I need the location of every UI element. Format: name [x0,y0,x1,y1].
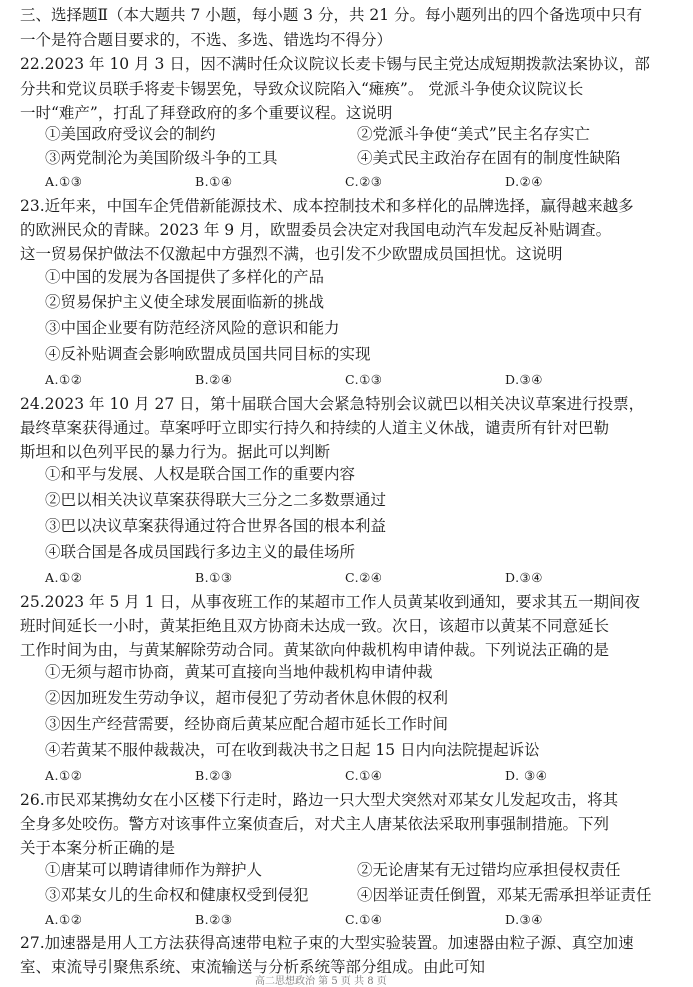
question-26-text: 26.市民邓某携幼女在小区楼下行走时，路边一只大型犬突然对邓某女儿发起攻击，将其 [20,791,619,809]
statement-3: ③邓某女儿的生命权和健康权受到侵犯 [45,886,309,904]
answer-option-a: A.①③ [45,174,83,189]
answer-option-a: A.①② [45,768,83,783]
statement-4: ④联合国是各成员国践行多边主义的最佳场所 [45,543,356,561]
statement-2: ②贸易保护主义使全球发展面临新的挑战 [45,293,325,311]
statement-3: ③两党制沦为美国阶级斗争的工具 [45,149,278,167]
question-24-text: 斯坦和以色列平民的暴力行为。据此可以判断 [20,443,331,461]
question-22-text: 分共和党议员联手将麦卡锡罢免，导致众议院陷入“瘫痪”。 党派斗争使众议院议长 [20,80,584,98]
question-27-text: 室、束流导引聚焦系统、束流输送与分析系统等部分组成。由此可知 [20,958,486,976]
statement-3: ③中国企业要有防范经济风险的意识和能力 [45,319,340,337]
statement-4: ④美式民主政治存在固有的制度性缺陷 [357,149,621,167]
statement-2: ②无论唐某有无过错均应承担侵权责任 [357,861,621,879]
question-24-text: 最终草案获得通过。草案呼吁立即实行持久和持续的人道主义休战，谴责所有针对巴勒 [20,419,610,437]
answer-option-d: D.②④ [505,174,543,189]
answer-option-b: B.②③ [195,912,233,927]
question-25-text: 班时间延长一小时，黄某拒绝且双方协商未达成一致。次日，该超市以黄某不同意延长 [20,617,610,635]
statement-1: ①唐某可以聘请律师作为辩护人 [45,861,263,879]
answer-option-b: B.②③ [195,768,233,783]
question-22-text: 一时“难产”，打乱了拜登政府的多个重要议程。这说明 [20,104,393,122]
question-27-text: 27.加速器是用人工方法获得高速带电粒子束的大型实验装置。加速器由粒子源、真空加速 [20,934,634,952]
section-header-line: 三、选择题Ⅱ（本大题共 7 小题，每小题 3 分，共 21 分。每小题列出的四个备选项中只有 [20,6,643,24]
statement-4: ④反补贴调查会影响欧盟成员国共同目标的实现 [45,345,371,363]
answer-option-d: D. ③④ [505,768,548,783]
statement-1: ①无须与超市协商，黄某可直接向当地仲裁机构申请仲裁 [45,663,433,681]
statement-3: ③巴以决议草案获得通过符合世界各国的根本利益 [45,517,387,535]
question-26-text: 全身多处咬伤。警方对该事件立案侦查后，对犬主人唐某依法采取刑事强制措施。下列 [20,815,610,833]
answer-option-a: A.①② [45,570,83,585]
statement-2: ②党派斗争使“美式”民主名存实亡 [357,125,590,143]
section-header-line: 一个是符合题目要求的，不选、多选、错选均不得分） [20,31,393,49]
page-footer: 高二思想政治 第 5 页 共 8 页 [255,976,387,987]
answer-option-b: B.①③ [195,570,233,585]
answer-option-c: C.①④ [345,912,383,927]
answer-option-b: B.①④ [195,174,233,189]
answer-option-a: A.①② [45,372,83,387]
statement-1: ①美国政府受议会的制约 [45,125,216,143]
answer-option-d: D.③④ [505,372,543,387]
question-25-text: 25.2023 年 5 月 1 日，从事夜班工作的某超市工作人员黄某收到通知，要求其五一期间夜 [20,593,640,611]
answer-option-b: B.②④ [195,372,233,387]
question-22-text: 22.2023 年 10 月 3 日，因不满时任众议院议长麦卡锡与民主党达成短期拨款法案协议，部 [20,55,650,73]
answer-option-c: C.①③ [345,372,383,387]
statement-3: ③因生产经营需要，经协商后黄某应配合超市延长工作时间 [45,715,449,733]
statement-1: ①中国的发展为各国提供了多样化的产品 [45,268,325,286]
question-23-text: 这一贸易保护做法不仅激起中方强烈不满，也引发不少欧盟成员国担忧。这说明 [20,245,563,263]
question-26-text: 关于本案分析正确的是 [20,839,176,857]
answer-option-c: C.①④ [345,768,383,783]
statement-1: ①和平与发展、人权是联合国工作的重要内容 [45,465,356,483]
answer-option-d: D.③④ [505,912,543,927]
statement-2: ②巴以相关决议草案获得联大三分之二多数票通过 [45,491,387,509]
statement-4: ④因举证责任倒置，邓某无需承担举证责任 [357,886,652,904]
answer-option-a: A.①② [45,912,83,927]
answer-option-c: C.②③ [345,174,383,189]
question-23-text: 的欧洲民众的青睐。2023 年 9 月，欧盟委员会决定对我国电动汽车发起反补贴调查。 [20,221,612,239]
question-25-text: 工作时间为由，与黄某解除劳动合同。黄某欲向仲裁机构申请仲裁。下列说法正确的是 [20,641,610,659]
question-24-text: 24.2023 年 10 月 27 日，第十届联合国大会紧急特别会议就巴以相关决议草案进行投票， [20,395,645,413]
answer-option-d: D.③④ [505,570,543,585]
statement-4: ④若黄某不服仲裁裁决，可在收到裁决书之日起 15 日内向法院提起诉讼 [45,741,540,759]
answer-option-c: C.②④ [345,570,383,585]
question-23-text: 23.近年来，中国车企凭借新能源技术、成本控制技术和多样化的品牌选择，赢得越来越多 [20,197,634,215]
statement-2: ②因加班发生劳动争议，超市侵犯了劳动者休息休假的权利 [45,689,449,707]
